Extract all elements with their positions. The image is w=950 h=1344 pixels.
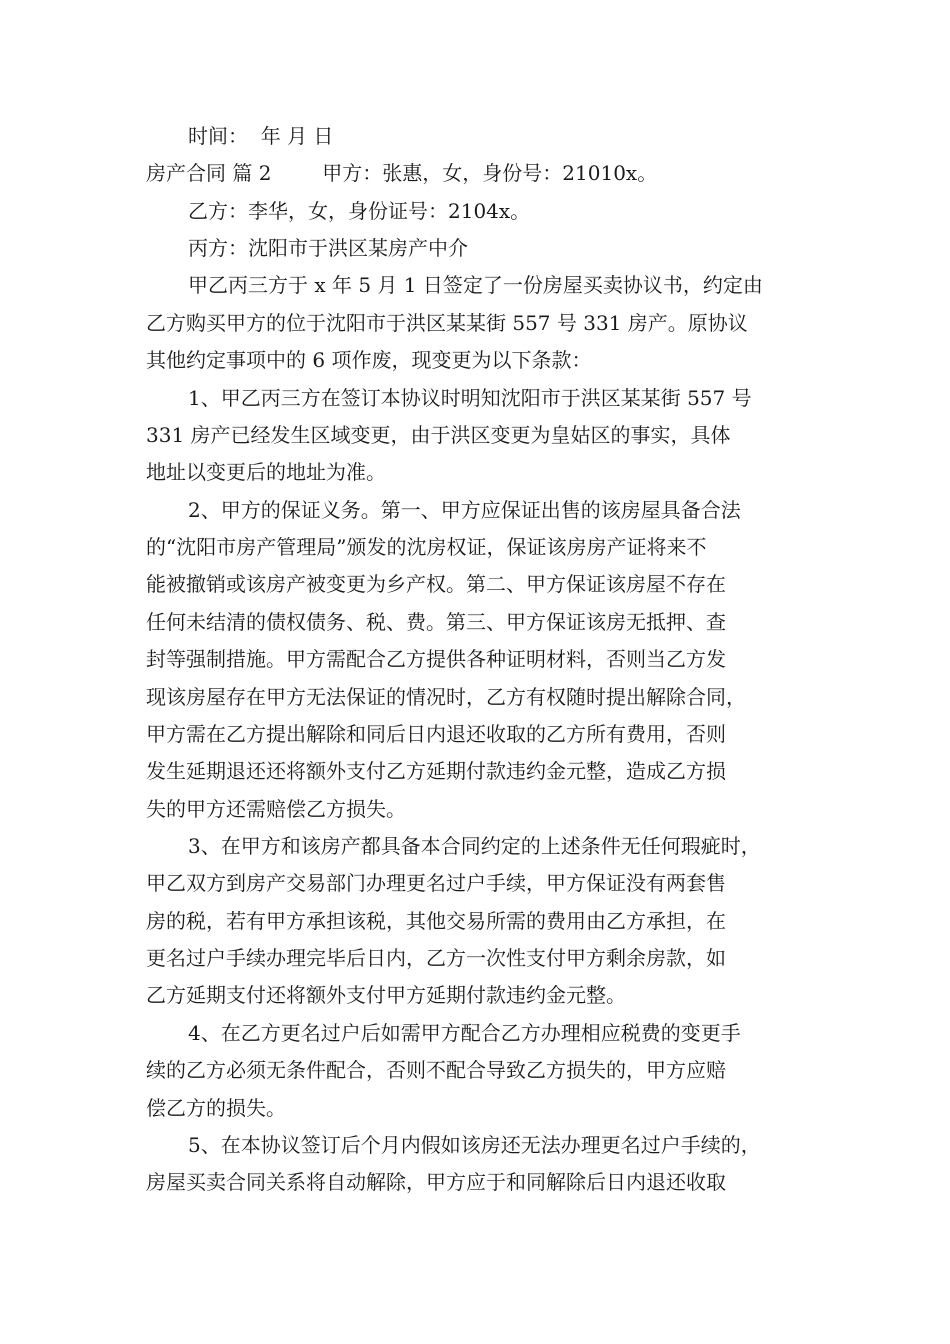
paragraph-line: 甲乙丙三方于 x 年 5 月 1 日签定了一份房屋买卖协议书，约定由 <box>188 273 763 297</box>
clause-2-line: 现该房屋存在甲方无法保证的情况时，乙方有权随时提出解除合同， <box>146 685 746 709</box>
clause-3-line: 更名过户手续办理完毕后日内，乙方一次性支付甲方剩余房款，如 <box>146 946 726 970</box>
clause-2-line: 封等强制措施。甲方需配合乙方提供各种证明材料，否则当乙方发 <box>146 647 726 671</box>
clause-4-line: 偿乙方的损失。 <box>146 1096 286 1120</box>
clause-1-line: 1、甲乙丙三方在签订本协议时明知沈阳市于洪区某某街 557 号 <box>188 386 752 410</box>
clause-4-line: 续的乙方必须无条件配合，否则不配合导致乙方损失的，甲方应赔 <box>146 1058 726 1082</box>
clause-5-line: 5、在本协议签订后个月内假如该房还无法办理更名过户手续的， <box>188 1133 761 1157</box>
clause-1-line: 地址以变更后的地址为准。 <box>146 460 386 484</box>
clause-1-line: 331 房产已经发生区域变更，由于洪区变更为皇姑区的事实，具体 <box>146 423 731 447</box>
clause-2-line: 发生延期退还还将额外支付乙方延期付款违约金元整，造成乙方损 <box>146 759 726 783</box>
party-b-line: 乙方：李华，女，身份证号：2104x。 <box>188 199 531 223</box>
party-c-line: 丙方：沈阳市于洪区某房产中介 <box>188 236 468 260</box>
clause-2-line: 甲方需在乙方提出解除和同后日内退还收取的乙方所有费用，否则 <box>146 722 726 746</box>
contract-heading-party-a: 房产合同 篇 2 甲方：张惠，女，身份号：21010x。 <box>146 161 658 185</box>
clause-5-line: 房屋买卖合同关系将自动解除，甲方应于和同解除后日内退还收取 <box>146 1170 726 1194</box>
clause-3-line: 房的税，若有甲方承担该税，其他交易所需的费用由乙方承担，在 <box>146 909 726 933</box>
paragraph-line: 其他约定事项中的 6 项作废，现变更为以下条款： <box>146 348 592 372</box>
clause-3-line: 乙方延期支付还将额外支付甲方延期付款违约金元整。 <box>146 983 626 1007</box>
clause-4-line: 4、在乙方更名过户后如需甲方配合乙方办理相应税费的变更手 <box>188 1021 741 1045</box>
clause-2-line: 失的甲方还需赔偿乙方损失。 <box>146 797 406 821</box>
clause-3-line: 3、在甲方和该房产都具备本合同约定的上述条件无任何瑕疵时， <box>188 834 761 858</box>
clause-3-line: 甲乙双方到房产交易部门办理更名过户手续，甲方保证没有两套售 <box>146 871 726 895</box>
paragraph-line: 乙方购买甲方的位于沈阳市于洪区某某街 557 号 331 房产。原协议 <box>146 311 748 335</box>
clause-2-line: 任何未结清的债权债务、税、费。第三、甲方保证该房无抵押、查 <box>146 610 726 634</box>
clause-2-line: 2、甲方的保证义务。第一、甲方应保证出售的该房屋具备合法 <box>188 498 741 522</box>
clause-2-line: 的“沈阳市房产管理局”颁发的沈房权证，保证该房房产证将来不 <box>146 535 707 559</box>
clause-2-line: 能被撤销或该房产被变更为乡产权。第二、甲方保证该房屋不存在 <box>146 572 726 596</box>
date-line: 时间： 年 月 日 <box>188 124 334 148</box>
